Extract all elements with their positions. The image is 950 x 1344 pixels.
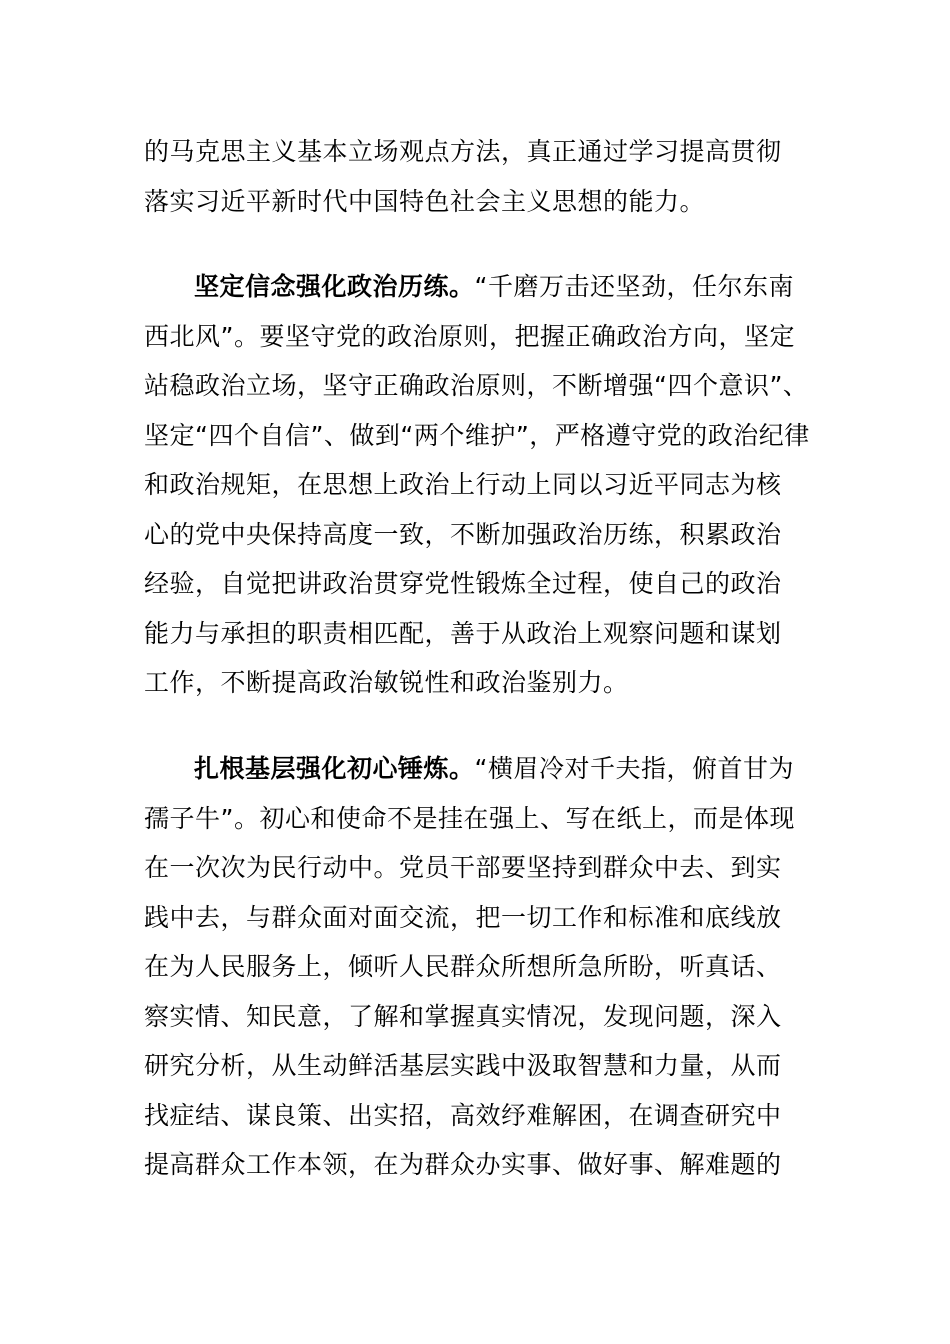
paragraph3-line-4: 在为人民服务上，倾听人民群众所想所急所盼，听真话、 — [144, 952, 782, 981]
paragraph2-line-4: 和政治规矩，在思想上政治上行动上同以习近平同志为核 — [144, 470, 782, 499]
paragraph3-first-line-text: “横眉冷对千夫指，俯首甘为 — [474, 754, 794, 783]
paragraph2-heading: 坚定信念强化政治历练。 — [194, 272, 475, 301]
paragraph2-line-1: 西北风”。要坚守党的政治原则，把握正确政治方向，坚定 — [144, 322, 795, 351]
paragraph3-line-8: 提高群众工作本领，在为群众办实事、做好事、解难题的 — [144, 1150, 782, 1179]
paragraph3-line-1: 孺子牛”。初心和使命不是挂在强上、写在纸上，而是体现 — [144, 804, 795, 833]
paragraph1-line-2: 落实习近平新时代中国特色社会主义思想的能力。 — [144, 187, 706, 216]
paragraph2-first-line-text: “千磨万击还坚劲，任尔东南 — [474, 272, 794, 301]
paragraph3-first-line — [194, 744, 804, 794]
paragraph2-line-3: 坚定“四个自信”、做到“两个维护”，严格遵守党的政治纪律 — [144, 421, 810, 450]
paragraph2-line-7: 能力与承担的职责相匹配，善于从政治上观察问题和谋划 — [144, 619, 782, 648]
paragraph1-line-1: 的马克思主义基本立场观点方法，真正通过学习提高贯彻 — [144, 137, 782, 166]
paragraph3-line-5: 察实情、知民意，了解和掌握真实情况，发现问题，深入 — [144, 1002, 782, 1031]
paragraph3-line-2: 在一次次为民行动中。党员干部要坚持到群众中去、到实 — [144, 853, 782, 882]
paragraph2-first-line — [194, 262, 804, 312]
paragraph2-line-8: 工作，不断提高政治敏锐性和政治鉴别力。 — [144, 668, 629, 697]
paragraph2-line-2: 站稳政治立场，坚守正确政治原则，不断增强“四个意识”、 — [144, 371, 809, 400]
paragraph2-line-6: 经验，自觉把讲政治贯穿党性锻炼全过程，使自己的政治 — [144, 569, 782, 598]
paragraph3-line-7: 找症结、谋良策、出实招，高效纾难解困，在调查研究中 — [144, 1101, 782, 1130]
paragraph3-line-3: 践中去，与群众面对面交流，把一切工作和标准和底线放 — [144, 903, 782, 932]
paragraph3-heading: 扎根基层强化初心锤炼。 — [194, 754, 475, 783]
paragraph2-line-5: 心的党中央保持高度一致，不断加强政治历练，积累政治 — [144, 520, 782, 549]
paragraph3-line-6: 研究分析，从生动鲜活基层实践中汲取智慧和力量，从而 — [144, 1051, 782, 1080]
